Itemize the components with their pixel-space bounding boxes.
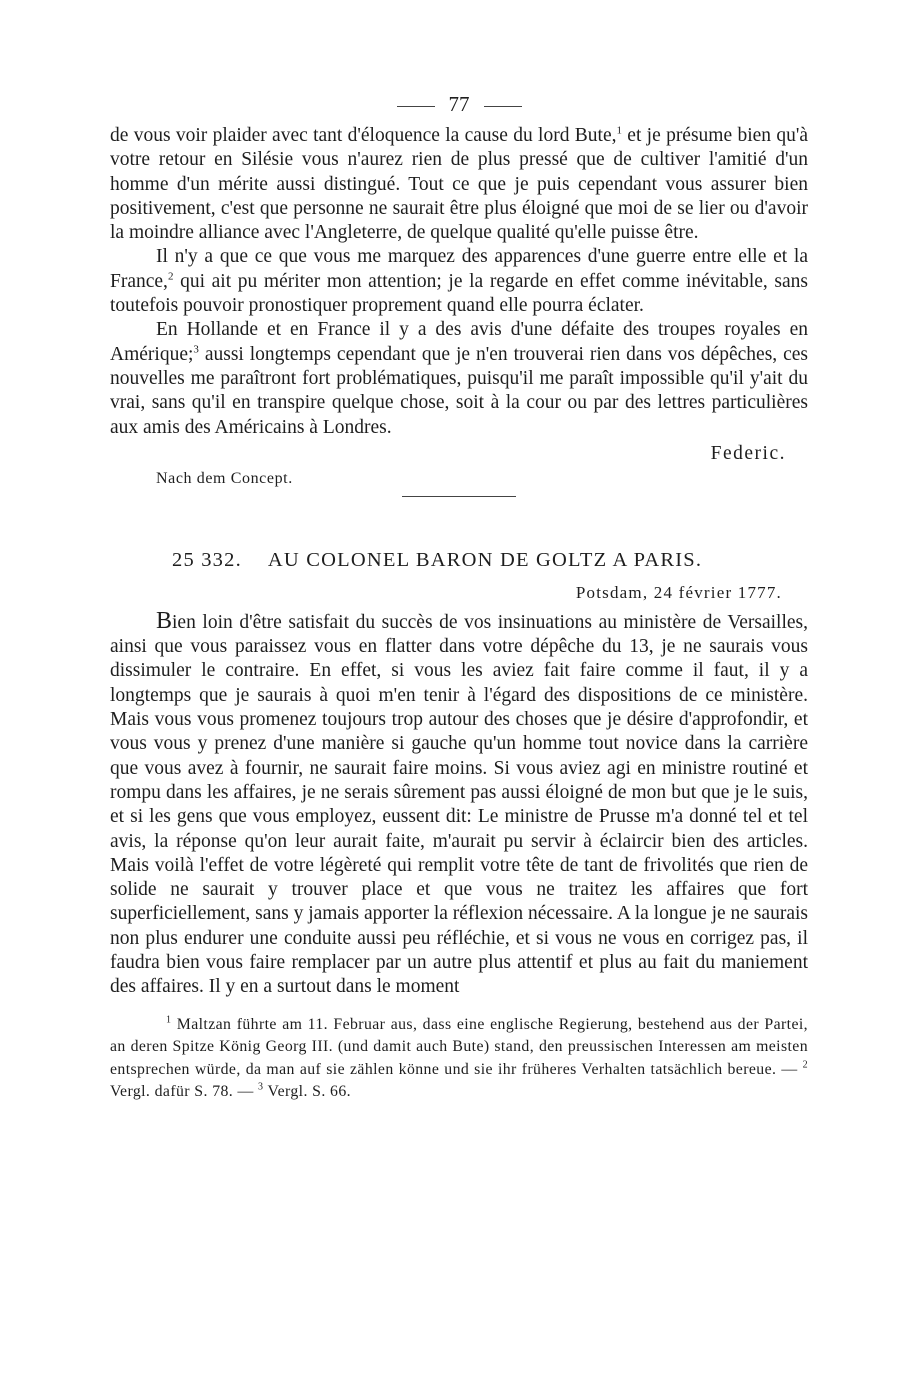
footnote-text-1: Maltzan führte am 11. Februar aus, dass eine englische Regierung, bestehend aus der Partei, an deren Spitze König Georg III. (und damit auch Bute) stand, den preussischen Interessen am meisten entsprechen würde, da man auf sie zählen könne und sie ihr früheres Verhalten tatsächlich bereue. — [110,1015,808,1078]
footnote-marker-1: 1 [166,1014,172,1026]
footnote-ref-3: 3 [193,343,199,356]
section-divider [402,496,516,497]
document-heading [110,547,808,573]
signature: Federic. [710,442,786,464]
letter-paragraph-3 [110,318,808,439]
footnote-text-3: Vergl. S. 66. [263,1083,351,1101]
letter-paragraph-2 [110,245,808,318]
footnote-block [110,1014,808,1104]
paragraph-text: qui ait pu mériter mon attention; je la regarde en effet comme inévitable, sans toutefois pouvoir pronostiquer proprement quand elle pourra éclater. [110,270,808,317]
footnote-marker-2: 2 [802,1059,808,1071]
book-page [110,84,808,1104]
source-note: Nach dem Concept. [156,469,293,487]
paragraph-text: En Hollande et en France il y a des avis d'une défaite des troupes royales en Amérique; [110,319,808,365]
footnote-ref-2: 2 [167,270,174,283]
footnote-text-2: Vergl. dafür S. 78. — [110,1083,259,1101]
page-number: 77 [448,92,470,116]
paragraph-text: aussi longtemps cependant que je n'en trouverai rien dans vos dépêches, ces nouvelles me paraîtront fort problématiques, puisqu'il me paraît impossible qu'il y'ait du vrai, sans qu'il en transpire quelque chose, soit à la cour ou par des lettres particulières aux amis des Américains à Londres. [110,343,808,438]
header-dash-left [397,106,435,107]
footnote-ref-1: 1 [616,124,622,137]
paragraph-text: de vous voir plaider avec tant d'éloquence la cause du lord Bute, [110,125,617,146]
initial-letter: B [156,607,173,634]
footnotes [110,1014,808,1104]
document-date: Potsdam, 24 février 1777. [575,582,782,602]
paragraph-text: et je présume bien qu'à votre retour en Silésie vous n'aurez rien de plus pressé que de cultiver l'amitié d'un homme d'un mérite aussi distingué. Tout ce que je puis cependant vous assurer bien positivement, c'est que personne ne saurait être plus éloigné que moi de se lier ou d'avoir la moindre alliance avec l'Angleterre, de quelque qualité qu'elle puisse être. [110,125,808,244]
page-header [110,84,808,124]
document-body-text: ien loin d'être satisfait du succès de vos insinuations au ministère de Versailles, ainsi que vous paraissez vous en flatter dans votre dépêche du 13, je ne saurais vous dissimuler le contraire. En effet, si vous les aviez fait faire comme il faut, il y a longtemps que je saurais à quoi m'en tenir à l'égard des dispositions de ce ministère. Mais vous vous promenez toujours trop autour des choses que je désire d'approfondir, et vous vous y prenez d'une manière si gauche qu'un homme tout novice dans la carrière que vous avez à fournir, ne saurait faire moins. Si vous aviez agi en ministre routiné et rompu dans les affaires, je ne serais sûrement pas aussi éloigné de mon but que je le suis, et si les gens que vous employez, eussent dit: Le ministre de Prusse m'a donné tel et tel avis, la réponse qu'on leur aurait faite, m'aurait pu servir à éclaircir bien des articles. Mais voilà l'effet de votre légèreté qui remplit votre tête de tant de frivolités que rien de solide ne saurait y trouver place et que vous ne traitez les affaires que fort superficiellement, sans y jamais apporter la réflexion nécessaire. A la longue je ne saurais non plus endurer une conduite aussi peu réfléchie, et si vous ne vous en corrigez pas, il faudra bien vous faire remplacer par un autre plus attentif et plus au fait du maniement des affaires. Il y en a surtout dans le moment [110,611,808,998]
letter-paragraph-1 [110,124,808,245]
document-body [110,609,808,1000]
header-dash-right [484,106,522,107]
paragraph-text: Il n'y a que ce que vous me marquez des apparences d'une guerre entre elle et la France, [110,246,808,292]
document-title: AU COLONEL BARON DE GOLTZ A PARIS. [267,548,703,571]
document-number: 25 332. [172,548,242,571]
footnote-marker-3: 3 [258,1081,264,1093]
